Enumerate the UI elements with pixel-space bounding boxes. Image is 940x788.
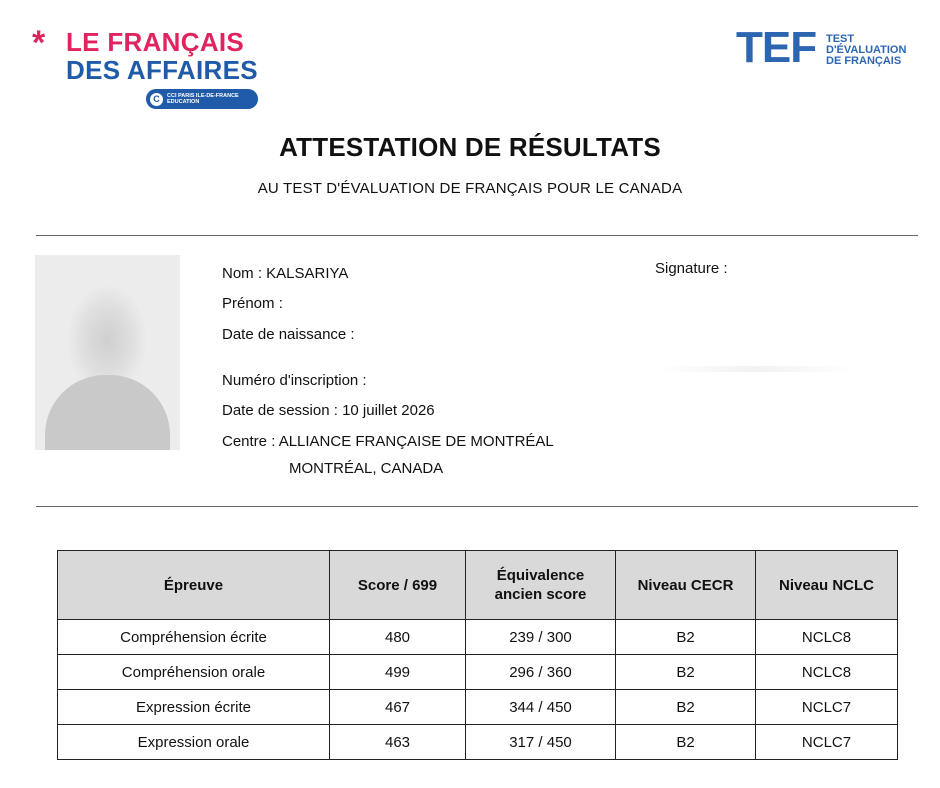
cell-epreuve: Compréhension orale <box>58 655 330 690</box>
top-divider <box>36 235 918 236</box>
tef-logo: TEF <box>736 23 817 72</box>
results-table <box>57 550 898 760</box>
cell-score: 467 <box>330 690 466 725</box>
header-cecr: Niveau CECR <box>616 551 756 620</box>
lfa-star-icon: * <box>32 24 46 62</box>
cell-score: 463 <box>330 725 466 760</box>
table-row <box>58 690 898 725</box>
photo-silhouette <box>45 375 170 450</box>
candidate-nom: Nom : KALSARIYA <box>222 265 349 282</box>
cell-epreuve: Compréhension écrite <box>58 620 330 655</box>
cell-nclc: NCLC7 <box>756 725 898 760</box>
cell-cecr: B2 <box>616 690 756 725</box>
cell-cecr: B2 <box>616 725 756 760</box>
table-row <box>58 725 898 760</box>
candidate-birthdate: Date de naissance : <box>222 326 355 343</box>
candidate-registration-number: Numéro d'inscription : <box>222 372 367 389</box>
cell-nclc: NCLC8 <box>756 620 898 655</box>
cell-equivalence: 317 / 450 <box>466 725 616 760</box>
cci-badge-text: CCI PARIS ILE-DE-FRANCE EDUCATION <box>167 93 239 105</box>
table-row <box>58 655 898 690</box>
cci-icon: C <box>150 93 163 106</box>
header-nclc: Niveau NCLC <box>756 551 898 620</box>
signature-area <box>656 366 856 372</box>
session-date: Date de session : 10 juillet 2026 <box>222 402 435 419</box>
cci-badge <box>146 89 258 109</box>
document-title: ATTESTATION DE RÉSULTATS <box>279 132 661 162</box>
document-subtitle: AU TEST D'ÉVALUATION DE FRANÇAIS POUR LE CANADA <box>257 180 683 197</box>
table-row <box>58 620 898 655</box>
cell-epreuve: Expression orale <box>58 725 330 760</box>
cell-epreuve: Expression écrite <box>58 690 330 725</box>
tef-logo-subtitle: TEST D'ÉVALUATION DE FRANÇAIS <box>826 33 907 67</box>
cell-nclc: NCLC7 <box>756 690 898 725</box>
cell-equivalence: 344 / 450 <box>466 690 616 725</box>
cell-equivalence: 239 / 300 <box>466 620 616 655</box>
bottom-divider <box>36 506 918 507</box>
cell-cecr: B2 <box>616 620 756 655</box>
header-score: Score / 699 <box>330 551 466 620</box>
cell-nclc: NCLC8 <box>756 655 898 690</box>
exam-centre-city: MONTRÉAL, CANADA <box>289 460 444 477</box>
cell-cecr: B2 <box>616 655 756 690</box>
candidate-prenom: Prénom : <box>222 295 283 312</box>
table-header-row <box>58 551 898 620</box>
header-equivalence: Équivalence ancien score <box>466 551 616 620</box>
lfa-logo-line1: LE FRANÇAIS <box>66 27 245 57</box>
exam-centre: Centre : ALLIANCE FRANÇAISE DE MONTRÉAL <box>222 433 554 450</box>
cell-equivalence: 296 / 360 <box>466 655 616 690</box>
header-epreuve: Épreuve <box>58 551 330 620</box>
signature-label: Signature : <box>655 260 728 277</box>
lfa-logo-line2: DES AFFAIRES <box>66 55 258 85</box>
cell-score: 480 <box>330 620 466 655</box>
candidate-photo <box>35 255 180 450</box>
cell-score: 499 <box>330 655 466 690</box>
